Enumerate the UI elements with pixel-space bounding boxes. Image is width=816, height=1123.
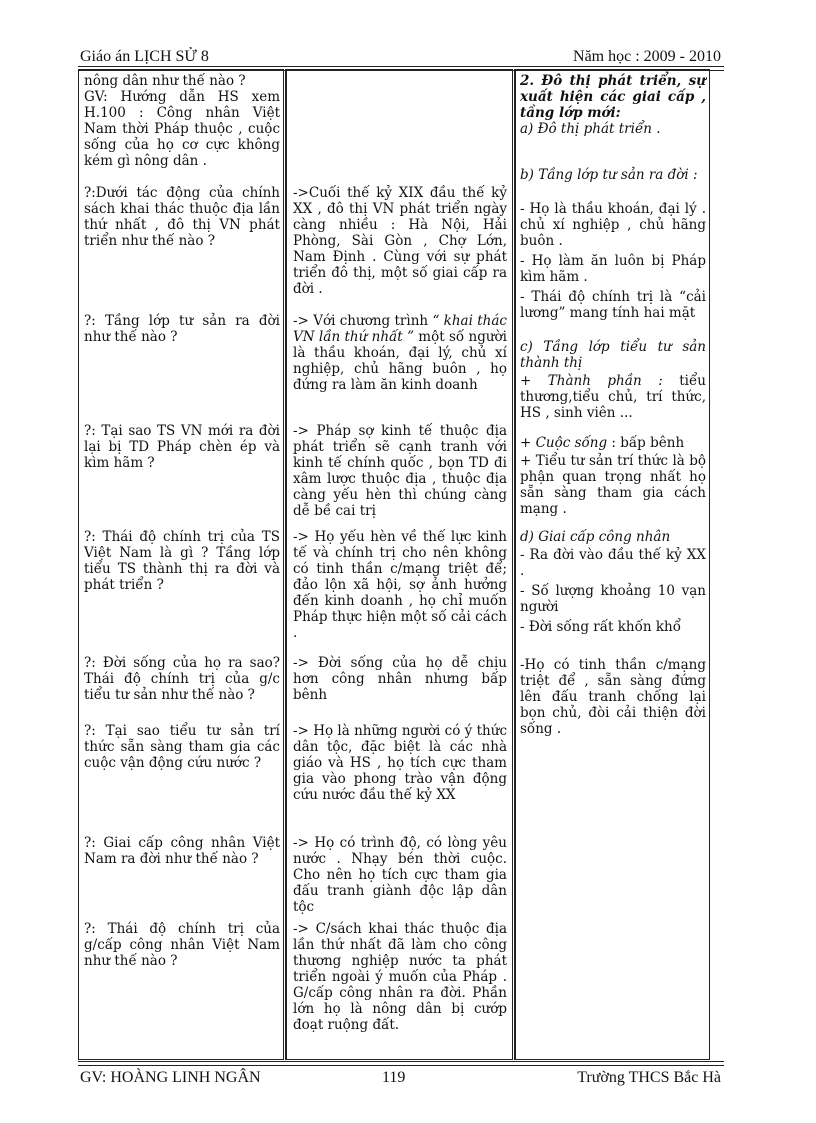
question-text: ?: Tầng lớp tư sản ra đời như thế nào ? — [84, 313, 280, 345]
subheading: d) Giai cấp công nhân — [520, 529, 671, 545]
answer-text: -> Họ yếu hèn về thế lực kinh tế và chính trị cho nên không có tinh thần c/mạng triệt để; đảo lộn xã hội, sợ ảnh hưởng đến kinh doanh , họ chỉ muốn Pháp thực hiện một số cải cách . — [293, 529, 507, 641]
note-text — [520, 435, 706, 451]
question-text: nông dân như thế nào ? — [84, 73, 246, 89]
question-text: ?: Thái độ chính trị của TS Việt Nam là gì ? Tầng lớp tiểu TS thành thị ra đời và phát triển ? — [84, 529, 280, 593]
note-text: - Số lượng khoảng 10 vạn người — [520, 583, 706, 615]
teacher-note: GV: Hướng dẫn HS xem H.100 : Công nhân Việt Nam thời Pháp thuộc , cuộc sống của họ cơ cực không kém gì nông dân . — [84, 89, 280, 169]
answer-text: -> Họ có trình độ, có lòng yêu nước . Nhạy bén thời cuộc. Cho nên họ tích cực tham gia đấu tranh giành độc lập dân tộc — [293, 835, 507, 915]
answer-text-part: một số người là thầu khoán, đại lý, chủ xí nghiệp, chủ hãng buôn , họ đứng ra làm ăn kinh doanh — [293, 329, 507, 393]
footer-divider — [78, 1061, 724, 1066]
header-right: Năm học : 2009 - 2010 — [573, 48, 721, 65]
subheading: c) Tầng lớp tiểu tư sản thành thị — [520, 339, 706, 371]
answers-column — [286, 69, 513, 1060]
subheading: a) Đô thị phát triển . — [520, 121, 661, 137]
questions-column — [78, 69, 284, 1060]
note-label: + Thành phần : — [520, 373, 663, 389]
program-name: “ khai thác VN lần thứ nhất ” — [293, 313, 507, 345]
question-text: ?: Tại sao TS VN mới ra đời lại bị TD Pháp chèn ép và kìm hãm ? — [84, 423, 280, 471]
section-heading: 2. Đô thị phát triển, sự xuất hiện các giai cấp , tầng lớp mới: — [520, 73, 706, 121]
answer-text: -> Pháp sợ kinh tế thuộc địa phát triển sẽ cạnh tranh với kinh tế chính quốc , bọn TD đi xâm lược thuộc địa , thuộc địa càng yếu hèn thì chúng càng dễ bề cai trị — [293, 423, 507, 519]
note-text: - Thái độ chính trị là “cải lương” mang tính hai mặt — [520, 289, 706, 321]
footer-teacher: GV: HOÀNG LINH NGÂN — [80, 1069, 261, 1086]
note-label: + Cuộc sống — [520, 435, 608, 451]
question-text: ?:Dưới tác động của chính sách khai thác thuộc địa lần thứ nhất , đô thị VN phát triển như thế nào ? — [84, 185, 280, 249]
note-text-part: : bấp bênh — [607, 435, 685, 451]
page-number: 119 — [382, 1069, 406, 1086]
question-text: ?: Giai cấp công nhân Việt Nam ra đời như thế nào ? — [84, 835, 280, 867]
note-text: - Đời sống rất khốn khổ — [520, 619, 681, 635]
question-text: ?: Thái độ chính trị của g/cấp công nhân Việt Nam như thế nào ? — [84, 921, 280, 969]
answer-text: -> C/sách khai thác thuộc địa lần thứ nhất đã làm cho công thương nghiệp nước ta phát triển ngoài ý muốn của Pháp . G/cấp công nhân ra đời. Phần lớn họ là nông dân bị cướp đoạt ruộng đất. — [293, 921, 507, 1033]
note-text: - Họ là thầu khoán, đại lý . chủ xí nghiệp , chủ hãng buôn . — [520, 201, 706, 249]
question-text: ?: Tại sao tiểu tư sản trí thức sẵn sàng tham gia các cuộc vận động cứu nước ? — [84, 723, 280, 771]
answer-text: ->Cuối thế kỷ XIX đầu thế kỷ XX , đô thị VN phát triển ngày càng nhiều : Hà Nội, Hải Phòng, Sài Gòn , Chợ Lớn, Nam Định . Cùng với sự phát triển đô thị, một số giai cấp ra đời . — [293, 185, 507, 297]
question-text: ?: Đời sống của họ ra sao? Thái độ chính trị của g/c tiểu tư sản như thế nào ? — [84, 655, 280, 703]
notes-column — [515, 69, 710, 1060]
footer-school: Trường THCS Bắc Hà — [577, 1069, 721, 1086]
header-left: Giáo án LỊCH SỬ 8 — [80, 48, 209, 65]
answer-text: -> Đời sống của họ dễ chịu hơn công nhân nhưng bấp bênh — [293, 655, 507, 703]
subheading: b) Tầng lớp tư sản ra đời : — [520, 167, 698, 183]
note-text: - Ra đời vào đầu thế kỷ XX . — [520, 547, 706, 579]
note-text-part: tiểu thương,tiểu chủ, trí thức, HS , sinh viên ... — [520, 373, 706, 421]
answer-text — [293, 313, 507, 393]
answer-text: -> Họ là những người có ý thức dân tộc, đặc biệt là các nhà giáo và HS , họ tích cực tham gia vào phong trào vận động cứu nước đầu thế kỷ XX — [293, 723, 507, 803]
note-text: - Họ làm ăn luôn bị Pháp kìm hãm . — [520, 253, 706, 285]
answer-text-part: -> Với chương trình — [293, 313, 433, 329]
note-text: -Họ có tinh thần c/mạng triệt để , sẵn sàng đứng lên đấu tranh chống lại bọn chủ, đòi cải thiện đời sống . — [520, 657, 706, 737]
note-text — [520, 373, 706, 421]
note-text: + Tiểu tư sản trí thức là bộ phận quan trọng nhất họ sẵn sàng tham gia cách mạng . — [520, 453, 706, 517]
